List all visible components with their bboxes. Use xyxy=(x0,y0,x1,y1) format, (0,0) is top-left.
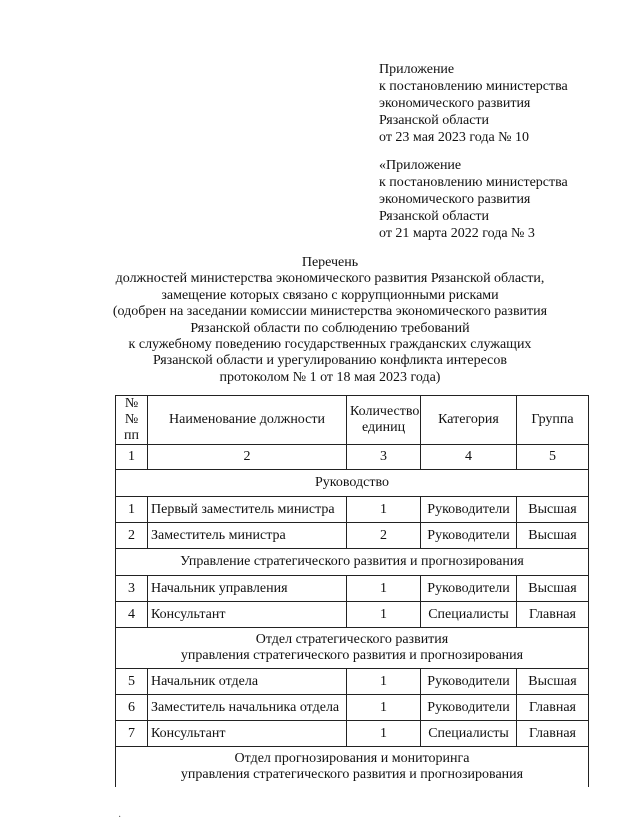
heading-line: к служебному поведению государственных гражданских служащих xyxy=(128,337,532,353)
appendix-line: к постановлению министерства xyxy=(379,79,568,94)
cell-position-name: Заместитель начальника отдела xyxy=(148,695,347,721)
table-row xyxy=(116,576,589,602)
cell-category: Руководители xyxy=(421,695,517,721)
appendix-header-original xyxy=(379,157,568,242)
appendix-line: Приложение xyxy=(379,62,455,77)
cell-number: 7 xyxy=(116,721,148,747)
column-number: 5 xyxy=(517,445,589,470)
cell-group: Высшая xyxy=(517,576,589,602)
header-group: Группа xyxy=(517,396,589,445)
scan-mark: · xyxy=(118,812,122,823)
cell-number: 2 xyxy=(116,523,148,549)
cell-count: 1 xyxy=(347,576,421,602)
table-row xyxy=(116,721,589,747)
cell-position-name: Заместитель министра xyxy=(148,523,347,549)
table-row xyxy=(116,602,589,628)
cell-number: 1 xyxy=(116,497,148,523)
heading-line: замещение которых связано с коррупционными рисками xyxy=(161,287,499,303)
column-number-row xyxy=(116,445,589,470)
table-row xyxy=(116,669,589,695)
cell-group: Главная xyxy=(517,602,589,628)
cell-count: 1 xyxy=(347,602,421,628)
section-row xyxy=(116,549,589,576)
heading-title: Перечень xyxy=(301,255,359,270)
appendix-line: экономического развития xyxy=(379,192,531,207)
cell-number: 6 xyxy=(116,695,148,721)
cell-position-name: Консультант xyxy=(148,602,347,628)
cell-category: Руководители xyxy=(421,497,517,523)
heading-line: должностей министерства экономического развития Рязанской области, xyxy=(115,271,545,287)
appendix-header-current xyxy=(379,61,568,146)
cell-category: Специалисты xyxy=(421,602,517,628)
cell-count: 1 xyxy=(347,669,421,695)
cell-group: Высшая xyxy=(517,497,589,523)
section-title-line: управления стратегического развития и прогнозирования xyxy=(180,767,524,782)
section-title-line: управления стратегического развития и прогнозирования xyxy=(180,648,524,663)
appendix-line: Рязанской области xyxy=(379,113,490,128)
cell-category: Руководители xyxy=(421,669,517,695)
header-count: Количество единиц xyxy=(347,396,421,445)
appendix-line: Рязанской области xyxy=(379,209,490,224)
heading-line: Рязанской области по соблюдению требований xyxy=(190,320,470,336)
table-row xyxy=(116,523,589,549)
section-title-line: Отдел прогнозирования и мониторинга xyxy=(234,751,470,766)
cell-group: Главная xyxy=(517,695,589,721)
cell-count: 1 xyxy=(347,497,421,523)
section-row xyxy=(116,470,589,497)
header-num: №№ пп xyxy=(116,396,148,445)
cell-position-name: Начальник отдела xyxy=(148,669,347,695)
table-header-row xyxy=(116,396,589,445)
cell-group: Высшая xyxy=(517,523,589,549)
document-heading xyxy=(100,255,560,386)
cell-count: 1 xyxy=(347,721,421,747)
heading-line: Рязанской области и урегулированию конфликта интересов xyxy=(152,353,508,369)
cell-number: 3 xyxy=(116,576,148,602)
table-row xyxy=(116,497,589,523)
appendix-line: к постановлению министерства xyxy=(379,175,568,190)
header-position-name: Наименование должности xyxy=(148,396,347,445)
appendix-line: экономического развития xyxy=(379,96,531,111)
column-number: 1 xyxy=(116,445,148,470)
cell-number: 5 xyxy=(116,669,148,695)
section-title xyxy=(116,549,589,576)
heading-line: протоколом № 1 от 18 мая 2023 года) xyxy=(219,369,441,385)
section-title-line: Управление стратегического развития и прогнозирования xyxy=(180,554,524,569)
cell-group: Главная xyxy=(517,721,589,747)
section-row xyxy=(116,747,589,788)
cell-category: Специалисты xyxy=(421,721,517,747)
cell-category: Руководители xyxy=(421,576,517,602)
cell-group: Высшая xyxy=(517,669,589,695)
header-category: Категория xyxy=(421,396,517,445)
cell-category: Руководители xyxy=(421,523,517,549)
column-number: 3 xyxy=(347,445,421,470)
heading-line: (одобрен на заседании комиссии министерства экономического развития xyxy=(112,304,548,320)
section-title-line: Руководство xyxy=(315,475,389,490)
section-title xyxy=(116,747,589,788)
cell-count: 1 xyxy=(347,695,421,721)
appendix-line: от 21 марта 2022 года № 3 xyxy=(379,226,535,241)
appendix-line: от 23 мая 2023 года № 10 xyxy=(379,130,530,145)
cell-position-name: Консультант xyxy=(148,721,347,747)
cell-count: 2 xyxy=(347,523,421,549)
section-row xyxy=(116,628,589,669)
cell-position-name: Начальник управления xyxy=(148,576,347,602)
table-row xyxy=(116,695,589,721)
column-number: 4 xyxy=(421,445,517,470)
cell-position-name: Первый заместитель министра xyxy=(148,497,347,523)
appendix-line: «Приложение xyxy=(379,158,462,173)
cell-number: 4 xyxy=(116,602,148,628)
column-number: 2 xyxy=(148,445,347,470)
section-title-line: Отдел стратегического развития xyxy=(255,632,449,647)
positions-table xyxy=(115,395,589,787)
section-title xyxy=(116,470,589,497)
section-title xyxy=(116,628,589,669)
